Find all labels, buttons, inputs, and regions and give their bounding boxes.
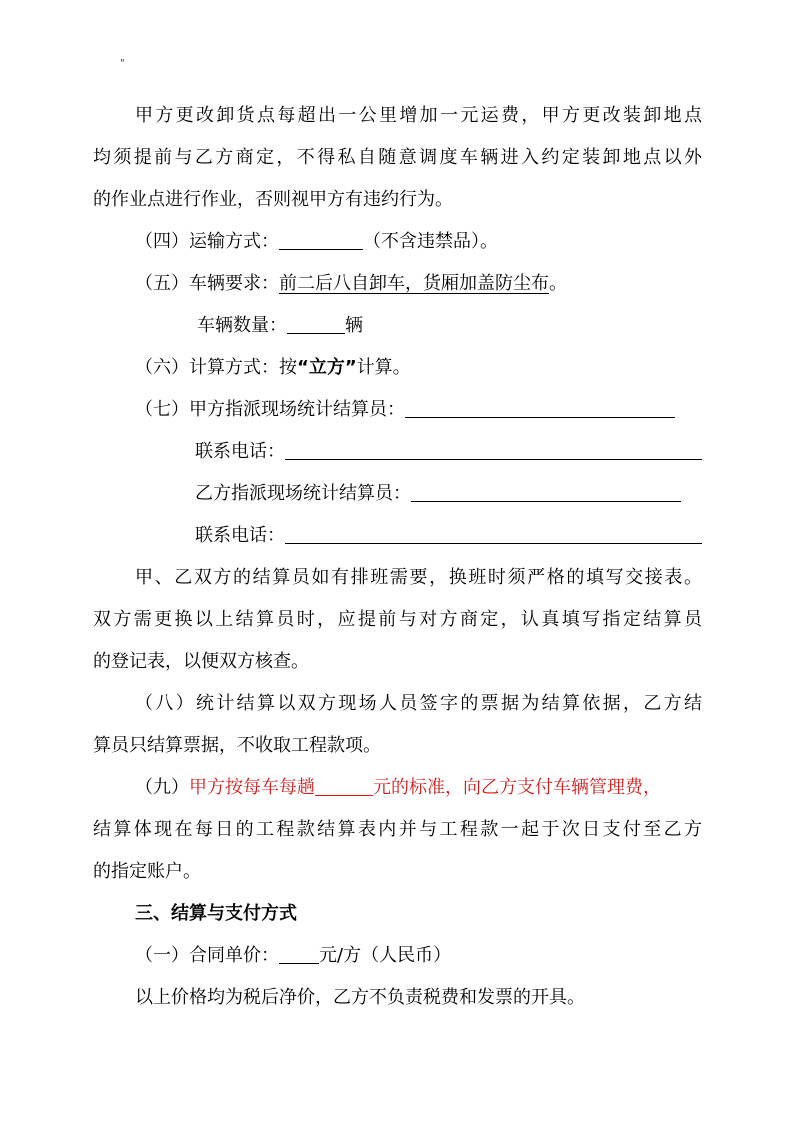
item-label: （六）计算方式：按	[135, 357, 297, 378]
fee-text-after: 元的标准，向乙方支付车辆管理费，	[373, 777, 661, 798]
contract-price-blank[interactable]	[279, 945, 319, 964]
item-label: （五）车辆要求：	[135, 273, 279, 294]
fee-amount-blank[interactable]	[315, 777, 373, 796]
paragraph-line: 甲、乙双方的结算员如有排班需要，换班时须严格的填写交接表。	[135, 567, 702, 588]
vehicle-requirement-value: 前二后八自卸车，货厢加盖防尘布	[279, 273, 549, 294]
paragraph-line: 的指定账户。	[93, 861, 201, 882]
paragraph-line: 的作业点进行作业，否则视甲方有违约行为。	[93, 189, 453, 210]
party-a-settler-label: （七）甲方指派现场统计结算员：	[135, 399, 405, 420]
item-suffix: 计算。	[356, 357, 411, 378]
paragraph-line: 结算体现在每日的工程款结算表内并与工程款一起于次日支付至乙方	[93, 819, 702, 840]
fee-text-before: 甲方按每车每趟	[189, 777, 315, 798]
item-suffix: （不含违禁品）。	[363, 231, 498, 252]
paragraph-line: 双方需更换以上结算员时，应提前与对方商定，认真填写指定结算员	[93, 609, 702, 630]
calculation-unit: “立方”	[297, 357, 357, 378]
party-b-settler-row	[195, 482, 681, 506]
vehicle-count-blank[interactable]	[287, 315, 345, 334]
party-a-phone-row	[195, 440, 702, 464]
section-heading: 三、结算与支付方式	[135, 903, 297, 924]
page-mark: "	[120, 58, 125, 69]
party-a-settler-blank[interactable]	[405, 399, 675, 418]
party-b-settler-blank[interactable]	[411, 483, 681, 502]
party-b-phone-label: 联系电话：	[195, 525, 285, 546]
vehicle-count-row	[197, 314, 363, 338]
item-settlement-basis: （八）统计结算以双方现场人员签字的票据为结算依据，乙方结	[135, 693, 702, 714]
tax-note: 以上价格均为税后净价，乙方不负责税费和发票的开具。	[135, 987, 585, 1008]
item-label: （四）运输方式：	[135, 231, 279, 252]
contract-price-row	[135, 944, 451, 968]
party-a-settler-row	[135, 398, 675, 422]
party-b-phone-blank[interactable]	[285, 525, 702, 544]
item-label: （九）	[135, 777, 189, 798]
item-calculation-method	[135, 356, 411, 380]
contract-price-label: （一）合同单价：	[135, 945, 279, 966]
vehicle-count-unit: 辆	[345, 315, 363, 336]
item-settlement-basis-cont: 算员只结算票据，不收取工程款项。	[93, 735, 381, 756]
vehicle-count-label: 车辆数量：	[197, 315, 287, 336]
item-vehicle-requirement	[135, 272, 567, 296]
item-end-punct: 。	[549, 273, 567, 294]
party-a-phone-label: 联系电话：	[195, 441, 285, 462]
party-b-settler-label: 乙方指派现场统计结算员：	[195, 483, 411, 504]
party-a-phone-blank[interactable]	[285, 441, 702, 460]
item-management-fee	[135, 776, 661, 800]
paragraph-line: 均须提前与乙方商定，不得私自随意调度车辆进入约定装卸地点以外	[93, 147, 702, 168]
party-b-phone-row	[195, 524, 702, 548]
paragraph-line: 甲方更改卸货点每超出一公里增加一元运费，甲方更改装卸地点	[135, 105, 702, 126]
item-transport-method	[135, 230, 498, 254]
contract-price-unit: 元/方（人民币）	[319, 945, 452, 966]
transport-method-blank[interactable]	[279, 231, 363, 250]
paragraph-line: 的登记表，以便双方核查。	[93, 651, 309, 672]
